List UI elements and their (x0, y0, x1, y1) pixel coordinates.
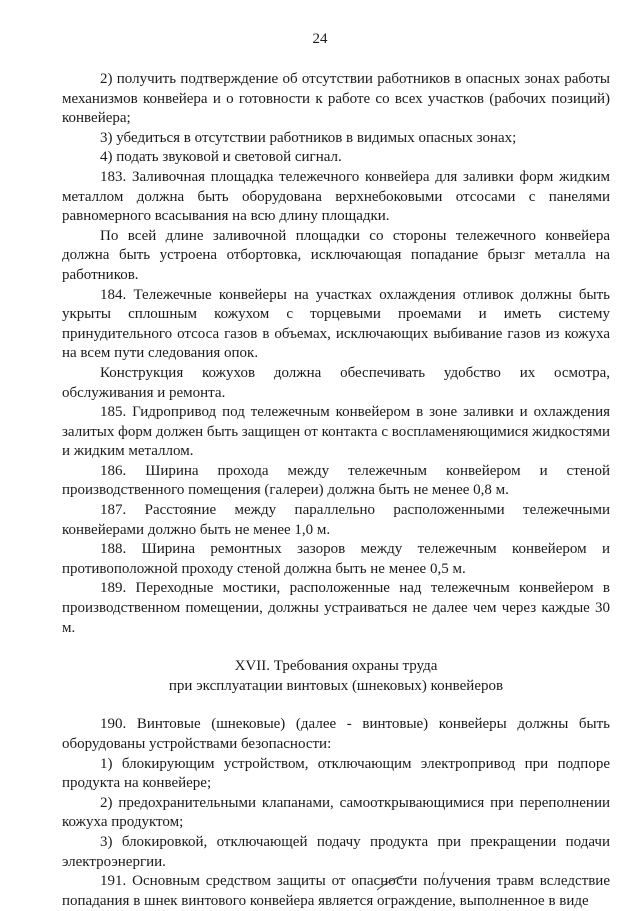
paragraph: 3) блокировкой, отключающей подачу продукта при прекращении подачи электроэнергии. (62, 833, 610, 870)
paragraph: 3) убедиться в отсутствии работников в видимых опасных зонах; (100, 129, 517, 146)
scan-mark (375, 872, 415, 892)
page-number: 24 (312, 31, 328, 47)
section-heading-line-1: XVII. Требования охраны труда (234, 658, 438, 675)
scan-mark (438, 870, 448, 884)
paragraph-185: 185. Гидропривод под тележечным конвейером в зоне заливки и охлаждения залитых форм должен быть защищен от контакта с воспламеняющимися жидкостями и жидким металлом. (62, 404, 610, 460)
paragraph: 1) блокирующим устройством, отключающим электропривод при подпоре продукта на конвейере; (62, 755, 610, 792)
document-body (62, 70, 610, 911)
section-heading (62, 657, 610, 696)
paragraph: Конструкция кожухов должна обеспечивать удобство их осмотра, обслуживания и ремонта. (62, 364, 610, 401)
paragraph-189: 189. Переходные мостики, расположенные над тележечным конвейером в производственном помещении, должны устраиваться не далее чем через каждые 30 м. (62, 580, 610, 636)
paragraph-186: 186. Ширина прохода между тележечным конвейером и стеной производственного помещения (галереи) должна быть не менее 0,8 м. (62, 462, 610, 499)
paragraph-191: 191. Основным средством защиты от опасности получения травм вследствие попадания в шнек винтового конвейера является ограждение, выполненное в виде (62, 873, 610, 909)
paragraph-190: 190. Винтовые (шнековые) (далее - винтовые) конвейеры должны быть оборудованы устройствами безопасности: (62, 716, 610, 752)
paragraph-187: 187. Расстояние между параллельно расположенными тележечными конвейерами должно быть не менее 1,0 м. (62, 502, 610, 538)
paragraph-184: 184. Тележечные конвейеры на участках охлаждения отливок должны быть укрыты сплошным кожухом с торцевыми проемами и иметь систему принудительного отсоса газов в объемах, исключающих выбивание газов из кожуха на всем пути следования опок. (62, 286, 610, 362)
paragraph-183: 183. Заливочная площадка тележечного конвейера для заливки форм жидким металлом должна быть оборудована верхнебоковыми отсосами с панелями равномерного всасывания на всю длину площадки. (62, 168, 610, 225)
paragraph: 4) подать звуковой и световой сигнал. (100, 149, 342, 166)
paragraph: 2) получить подтверждение об отсутствии работников в опасных зонах работы механизмов конвейера и о готовности к работе со всех участков (рабочих позиций) конвейера; (62, 71, 610, 127)
paragraph-188: 188. Ширина ремонтных зазоров между тележечным конвейером и противоположной проходу стеной должна быть не менее 0,5 м. (62, 541, 610, 577)
paragraph: По всей длине заливочной площадки со стороны тележечного конвейера должна быть устроена отбортовка, исключающая попадание брызг металла на работников. (62, 227, 610, 283)
paragraph: 2) предохранительными клапанами, самооткрывающимися при переполнении кожуха продуктом; (62, 794, 610, 831)
section-heading-line-2: при эксплуатации винтовых (шнековых) конвейеров (168, 677, 504, 694)
